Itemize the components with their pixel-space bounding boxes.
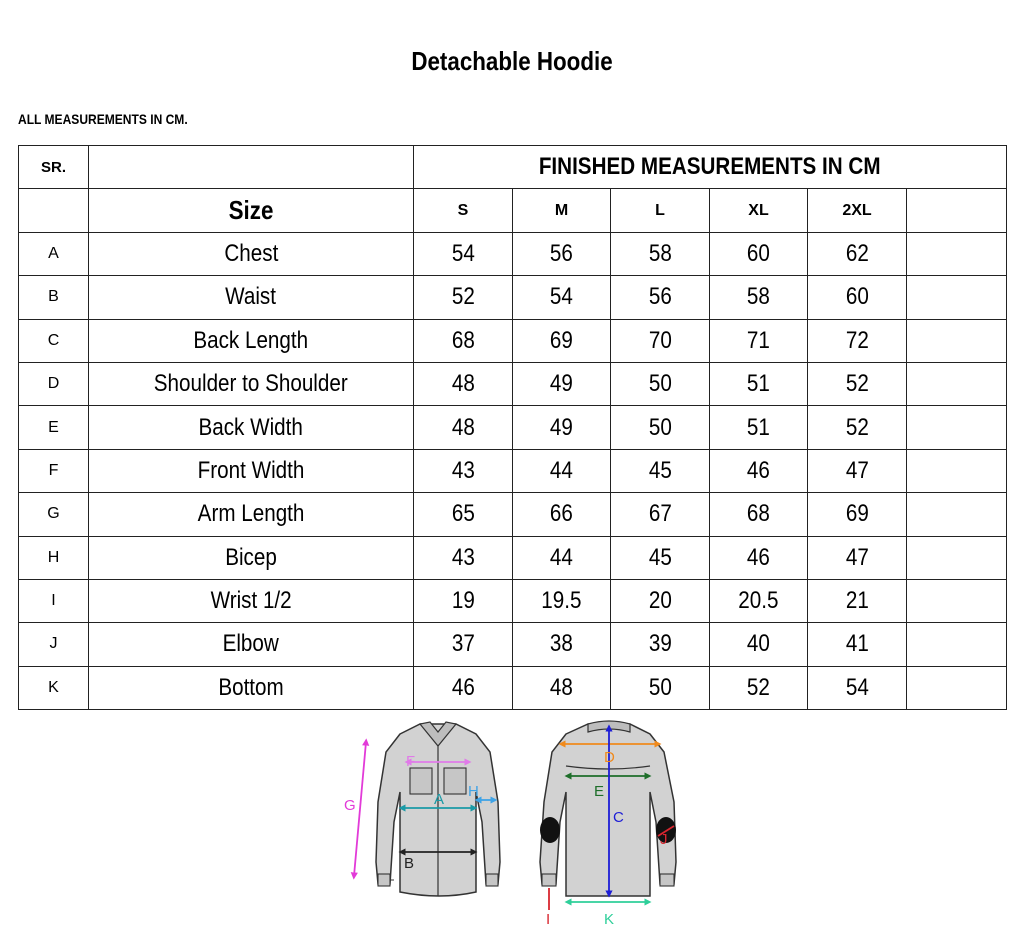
finished-measurements-header: [414, 146, 1007, 189]
value-text: 66: [550, 500, 573, 528]
value-cell: [808, 319, 907, 362]
row-label-cell: [89, 276, 414, 319]
value-cell: [611, 579, 710, 622]
value-cell: [710, 493, 808, 536]
value-cell: [611, 276, 710, 319]
value-text: 50: [648, 413, 672, 441]
value-text: 43: [451, 543, 475, 571]
value-cell: [808, 666, 907, 709]
value-text: 56: [550, 239, 573, 267]
value-text: 54: [845, 673, 869, 701]
value-cell: [414, 493, 513, 536]
value-text: 48: [451, 370, 475, 398]
left-cuff: [378, 874, 390, 886]
row-label: Chest: [224, 239, 278, 267]
label-j: J: [660, 831, 668, 848]
left-elbow-patch: [540, 817, 560, 843]
size-col-l: L: [611, 189, 710, 232]
row-label-cell: [89, 406, 414, 449]
row-label: Arm Length: [197, 500, 305, 528]
measure-line-g: [354, 742, 366, 876]
size-col-m: M: [513, 189, 611, 232]
value-text: 49: [550, 370, 573, 398]
label-g: G: [344, 797, 356, 814]
blank-extra-cell: [907, 406, 1007, 449]
value-cell: [414, 666, 513, 709]
value-text: 47: [845, 543, 869, 571]
blank-sr-cell: [19, 189, 89, 232]
value-text: 51: [747, 370, 770, 398]
value-cell: [611, 623, 710, 666]
value-text: 68: [451, 326, 475, 354]
label-a: A: [434, 791, 445, 808]
value-text: 43: [451, 456, 475, 484]
row-code: A: [19, 232, 89, 275]
value-text: 60: [747, 239, 770, 267]
value-text: 65: [451, 500, 475, 528]
label-f: F: [406, 753, 416, 770]
table-row: [19, 319, 1007, 362]
value-cell: [808, 276, 907, 319]
value-cell: [808, 406, 907, 449]
value-text: 69: [550, 326, 573, 354]
row-code: H: [19, 536, 89, 579]
value-cell: [513, 319, 611, 362]
value-cell: [611, 232, 710, 275]
value-text: 45: [648, 543, 672, 571]
row-label-cell: [89, 579, 414, 622]
value-cell: [808, 232, 907, 275]
value-text: 39: [648, 630, 672, 658]
value-text: 60: [845, 283, 869, 311]
value-text: 71: [747, 326, 770, 354]
row-code: D: [19, 362, 89, 405]
row-label: Bottom: [218, 673, 284, 701]
value-text: 54: [451, 239, 475, 267]
label-k: K: [604, 911, 615, 926]
row-label: Wrist 1/2: [210, 587, 292, 615]
table-row: [19, 493, 1007, 536]
value-text: 62: [845, 239, 869, 267]
back-right-cuff: [660, 874, 674, 886]
front-shirt-figure: [344, 722, 500, 896]
label-c: C: [613, 809, 624, 826]
row-label-cell: [89, 493, 414, 536]
size-col-xl: XL: [710, 189, 808, 232]
value-cell: [611, 362, 710, 405]
value-text: 21: [845, 587, 869, 615]
garment-measurement-diagram: [330, 712, 710, 926]
value-text: 37: [451, 630, 475, 658]
value-cell: [513, 666, 611, 709]
value-cell: [414, 536, 513, 579]
value-cell: [611, 406, 710, 449]
value-cell: [513, 493, 611, 536]
value-cell: [808, 493, 907, 536]
value-text: 19.5: [541, 587, 582, 615]
right-pocket: [444, 768, 466, 794]
blank-extra-cell: [907, 276, 1007, 319]
value-text: 70: [648, 326, 672, 354]
blank-extra-cell: [907, 623, 1007, 666]
value-cell: [710, 319, 808, 362]
value-cell: [611, 536, 710, 579]
value-cell: [414, 319, 513, 362]
value-text: 19: [451, 587, 475, 615]
left-pocket: [410, 768, 432, 794]
value-text: 69: [845, 500, 869, 528]
value-cell: [808, 536, 907, 579]
label-e: E: [594, 783, 605, 800]
value-text: 46: [747, 543, 770, 571]
back-left-cuff: [542, 874, 556, 886]
blank-extra-cell: [907, 319, 1007, 362]
value-cell: [710, 276, 808, 319]
value-cell: [611, 449, 710, 492]
row-label: Shoulder to Shoulder: [154, 370, 348, 398]
value-cell: [414, 449, 513, 492]
value-cell: [611, 319, 710, 362]
value-cell: [513, 449, 611, 492]
value-cell: [808, 623, 907, 666]
value-text: 51: [747, 413, 770, 441]
label-d: D: [604, 749, 615, 766]
value-text: 41: [845, 630, 869, 658]
row-code: G: [19, 493, 89, 536]
value-cell: [710, 536, 808, 579]
row-label-cell: [89, 623, 414, 666]
row-label-cell: [89, 362, 414, 405]
row-code: C: [19, 319, 89, 362]
value-cell: [710, 362, 808, 405]
value-text: 52: [845, 413, 869, 441]
blank-extra-col: [907, 189, 1007, 232]
row-label-cell: [89, 536, 414, 579]
value-text: 52: [747, 673, 770, 701]
value-cell: [611, 666, 710, 709]
table-row: [19, 579, 1007, 622]
value-cell: [513, 579, 611, 622]
finished-measurements-label: FINISHED MEASUREMENTS IN CM: [539, 153, 881, 181]
size-chart-table: [18, 145, 1007, 710]
blank-extra-cell: [907, 536, 1007, 579]
label-i: I: [546, 911, 551, 926]
value-cell: [513, 232, 611, 275]
table-row: [19, 362, 1007, 405]
value-cell: [808, 362, 907, 405]
size-col-s: S: [414, 189, 513, 232]
value-cell: [710, 579, 808, 622]
table-row: [19, 666, 1007, 709]
value-cell: [513, 536, 611, 579]
value-text: 58: [747, 283, 770, 311]
value-cell: [710, 623, 808, 666]
value-text: 50: [648, 673, 672, 701]
value-text: 48: [550, 673, 573, 701]
value-text: 40: [747, 630, 770, 658]
page-title: Detachable Hoodie: [411, 46, 613, 76]
row-label: Front Width: [197, 456, 305, 484]
value-cell: [710, 232, 808, 275]
value-cell: [414, 579, 513, 622]
value-cell: [710, 449, 808, 492]
row-label-cell: [89, 449, 414, 492]
value-cell: [808, 579, 907, 622]
table-row: [19, 232, 1007, 275]
value-cell: [513, 362, 611, 405]
value-text: 46: [747, 456, 770, 484]
value-text: 46: [451, 673, 475, 701]
label-b: B: [404, 855, 415, 872]
value-cell: [611, 493, 710, 536]
row-label: Back Width: [198, 413, 304, 441]
blank-extra-cell: [907, 362, 1007, 405]
value-cell: [513, 406, 611, 449]
blank-extra-cell: [907, 232, 1007, 275]
value-text: 44: [550, 543, 573, 571]
value-text: 45: [648, 456, 672, 484]
value-text: 56: [648, 283, 672, 311]
row-label: Waist: [225, 283, 277, 311]
value-text: 20: [648, 587, 672, 615]
value-cell: [414, 362, 513, 405]
label-h: H: [468, 783, 479, 800]
value-text: 44: [550, 456, 573, 484]
value-text: 67: [648, 500, 672, 528]
row-label-cell: [89, 319, 414, 362]
table-row: [19, 623, 1007, 666]
blank-extra-cell: [907, 579, 1007, 622]
row-label-cell: [89, 666, 414, 709]
row-code: B: [19, 276, 89, 319]
value-text: 68: [747, 500, 770, 528]
size-header-cell: [89, 189, 414, 232]
value-text: 20.5: [738, 587, 779, 615]
measurement-note: ALL MEASUREMENTS IN CM.: [18, 111, 188, 127]
value-cell: [414, 232, 513, 275]
value-cell: [513, 276, 611, 319]
value-text: 58: [648, 239, 672, 267]
value-text: 50: [648, 370, 672, 398]
value-text: 47: [845, 456, 869, 484]
value-text: 49: [550, 413, 573, 441]
value-text: 52: [451, 283, 475, 311]
row-label: Back Length: [193, 326, 309, 354]
value-text: 52: [845, 370, 869, 398]
value-cell: [414, 623, 513, 666]
value-cell: [414, 406, 513, 449]
blank-extra-cell: [907, 493, 1007, 536]
table-row: [19, 406, 1007, 449]
sr-header: SR.: [19, 146, 89, 189]
value-cell: [513, 623, 611, 666]
row-label: Bicep: [225, 543, 277, 571]
table-row: [19, 449, 1007, 492]
value-cell: [808, 449, 907, 492]
row-code: I: [19, 579, 89, 622]
row-code: F: [19, 449, 89, 492]
value-cell: [710, 666, 808, 709]
value-text: 38: [550, 630, 573, 658]
table-row: [19, 276, 1007, 319]
row-code: E: [19, 406, 89, 449]
value-text: 48: [451, 413, 475, 441]
size-header: Size: [228, 195, 274, 226]
value-text: 54: [550, 283, 573, 311]
value-cell: [710, 406, 808, 449]
size-chart-body: [19, 146, 1007, 710]
row-code: J: [19, 623, 89, 666]
row-label: Elbow: [222, 630, 280, 658]
table-row: [19, 536, 1007, 579]
right-cuff: [486, 874, 498, 886]
header-row-sizes: [19, 189, 1007, 232]
blank-extra-cell: [907, 666, 1007, 709]
blank-header-cell: [89, 146, 414, 189]
row-label-cell: [89, 232, 414, 275]
back-shirt-figure: [540, 721, 676, 926]
row-code: K: [19, 666, 89, 709]
blank-extra-cell: [907, 449, 1007, 492]
size-col-2xl: 2XL: [808, 189, 907, 232]
value-cell: [414, 276, 513, 319]
value-text: 72: [845, 326, 869, 354]
header-row-main: [19, 146, 1007, 189]
